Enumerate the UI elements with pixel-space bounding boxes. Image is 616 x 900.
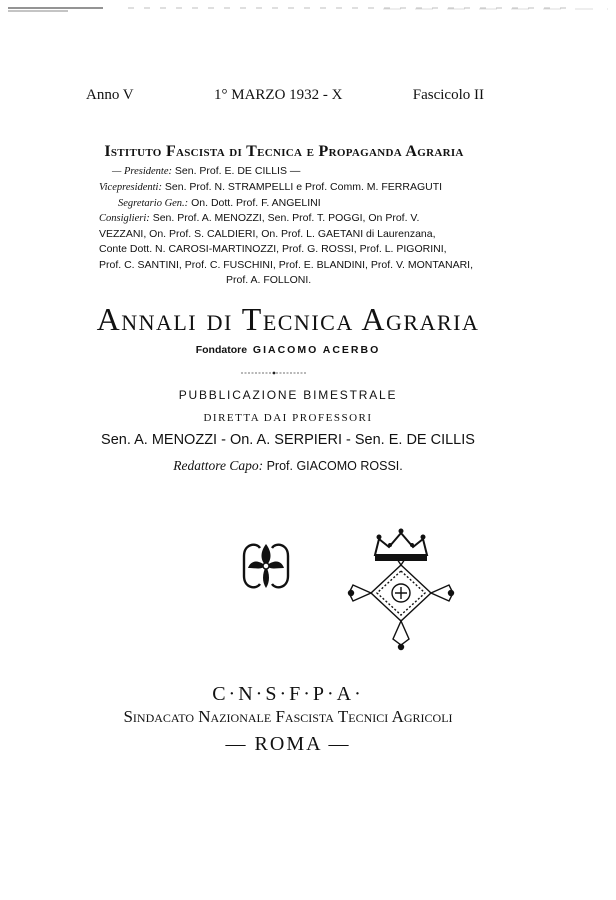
council-block [99,211,471,289]
journal-title: Annali di Tecnica Agraria [96,301,480,337]
crowned-cross-emblem-icon [345,525,457,653]
lily-ornament-icon [238,538,294,594]
president-line [112,164,484,180]
role-names: On. Dott. Prof. F. ANGELINI [191,197,321,209]
role-label: Consiglieri: [99,213,150,224]
role-names: Sen. Prof. N. STRAMPELLI e Prof. Comm. M. FERRAGUTI [164,181,443,193]
founder-line [58,344,518,356]
ornamental-divider [241,370,307,376]
publisher-city: — ROMA — [225,733,351,755]
publisher-acronym: C·N·S·F·P·A· [212,683,364,705]
secretary-line [118,196,490,212]
editor-name: Prof. GIACOMO ROSSI. [266,459,403,473]
council-names-line: VEZZANI, On. Prof. S. CALDIERI, On. Prof. L. GAETANI di Laurenzana, [99,227,436,240]
periodicity: PUBBLICAZIONE BIMESTRALE [178,388,398,402]
role-names: Sen. Prof. A. MENOZZI, Sen. Prof. T. POGGI, On Prof. V. [152,212,420,224]
directed-by-label: DIRETTA DAI PROFESSORI [203,412,373,424]
role-label: Segretario Gen.: [118,198,189,209]
founder-label: Fondatore [195,344,248,356]
vicepresidents-line [99,180,471,196]
council-names-line: Conte Dott. N. CAROSI-MARTINOZZI, Prof. G. ROSSI, Prof. L. PIGORINI, [99,243,447,256]
role-label: Vicepresidenti: [99,182,162,193]
institute-name: Istituto Fascista di Tecnica e Propaganda Agraria [104,143,464,160]
editor-label: Redattore Capo: [173,458,264,473]
volume-label: Anno V [86,87,134,103]
role-names: Sen. Prof. E. DE CILLIS — [174,165,301,177]
issue-header [86,87,484,105]
issue-number: Fascicolo II [412,87,484,103]
publisher-name: Sindacato Nazionale Fascista Tecnici Agricoli [123,707,453,726]
issue-date: 1° MARZO 1932 - X [214,87,343,103]
council-names-line: Prof. C. SANTINI, Prof. C. FUSCHINI, Prof. E. BLANDINI, Prof. V. MONTANARI, [99,258,473,271]
editor-line [58,458,518,474]
council-names-line: Prof. A. FOLLONI. [226,274,312,287]
role-label: — Presidente: [112,166,172,177]
top-edge-rule [8,4,608,18]
founder-name: GIACOMO ACERBO [252,344,381,356]
directors-names: Sen. A. MENOZZI - On. A. SERPIERI - Sen. E. DE CILLIS [101,432,475,448]
